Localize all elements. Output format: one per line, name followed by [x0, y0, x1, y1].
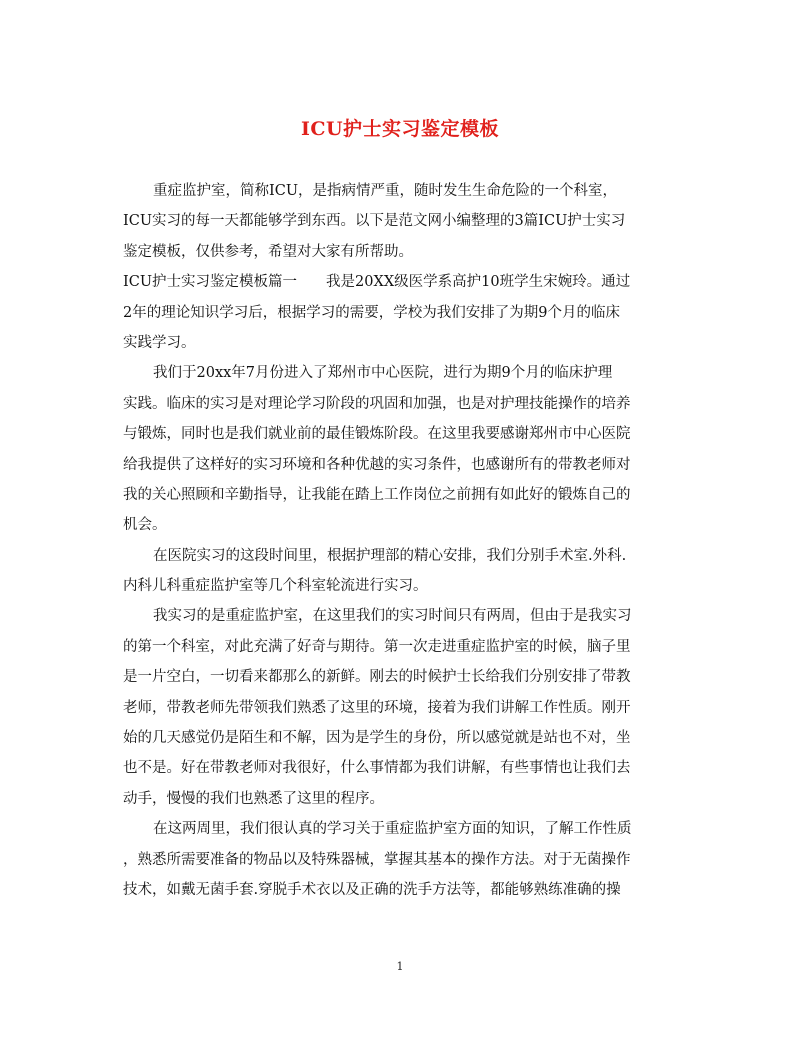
- text-line: 鉴定模板，仅供参考，希望对大家有所帮助。: [123, 243, 413, 260]
- text-line: 在医院实习的这段时间里，根据护理部的精心安排，我们分别手术室.外科.: [153, 547, 627, 564]
- text-line: 实践学习。: [123, 334, 196, 351]
- document-title: ICU护士实习鉴定模板: [300, 118, 500, 140]
- text-line: 2年的理论知识学习后，根据学习的需要，学校为我们安排了为期9个月的临床: [123, 304, 620, 321]
- document-body: [123, 176, 673, 905]
- page-number: 1: [396, 960, 404, 973]
- text-line: 重症监护室，简称ICU，是指病情严重，随时发生生命危险的一个科室，: [153, 183, 618, 199]
- text-line: 我实习的是重症监护室，在这里我们的实习时间只有两周，但由于是我实习: [153, 608, 632, 625]
- text-line: 在这两周里，我们很认真的学习关于重症监护室方面的知识，了解工作性质: [153, 821, 632, 838]
- text-line: 始的几天感觉仍是陌生和不解，因为是学生的身份，所以感觉就是站也不对，坐: [123, 730, 631, 747]
- text-line: 内科儿科重症监护室等几个科室轮流进行实习。: [123, 578, 428, 595]
- text-line: 动手，慢慢的我们也熟悉了这里的程序。: [123, 790, 384, 807]
- text-line: ，熟悉所需要准备的物品以及特殊器械，掌握其基本的操作方法。对于无菌操作: [123, 851, 631, 868]
- text-line: 的第一个科室，对此充满了好奇与期待。第一次走进重症监护室的时候，脑子里: [123, 638, 631, 655]
- text-line: 机会。: [123, 517, 167, 534]
- text-line: ICU护士实习鉴定模板篇一 我是20XX级医学系高护10班学生宋婉玲。通过: [123, 274, 631, 291]
- text-line: ICU实习的每一天都能够学到东西。以下是范文网小编整理的3篇ICU护士实习: [123, 213, 626, 230]
- text-line: 我们于20xx年7月份进入了郑州市中心医院，进行为期9个月的临床护理: [153, 365, 613, 382]
- text-line: 实践。临床的实习是对理论学习阶段的巩固和加强，也是对护理技能操作的培养: [123, 395, 631, 412]
- text-line: 也不是。好在带教老师对我很好，什么事情都为我们讲解，有些事情也让我们去: [123, 760, 631, 777]
- text-line: 给我提供了这样好的实习环境和各种优越的实习条件，也感谢所有的带教老师对: [123, 456, 631, 473]
- text-line: 我的关心照顾和辛勤指导，让我能在踏上工作岗位之前拥有如此好的锻炼自己的: [123, 486, 631, 503]
- text-line: 是一片空白，一切看来都那么的新鲜。刚去的时候护士长给我们分别安排了带教: [123, 669, 631, 686]
- text-line: 与锻炼，同时也是我们就业前的最佳锻炼阶段。在这里我要感谢郑州市中心医院: [123, 426, 631, 443]
- text-line: 老师，带教老师先带领我们熟悉了这里的环境，接着为我们讲解工作性质。刚开: [123, 699, 631, 716]
- text-line: 技术，如戴无菌手套.穿脱手术衣以及正确的洗手方法等，都能够熟练准确的操: [123, 881, 621, 898]
